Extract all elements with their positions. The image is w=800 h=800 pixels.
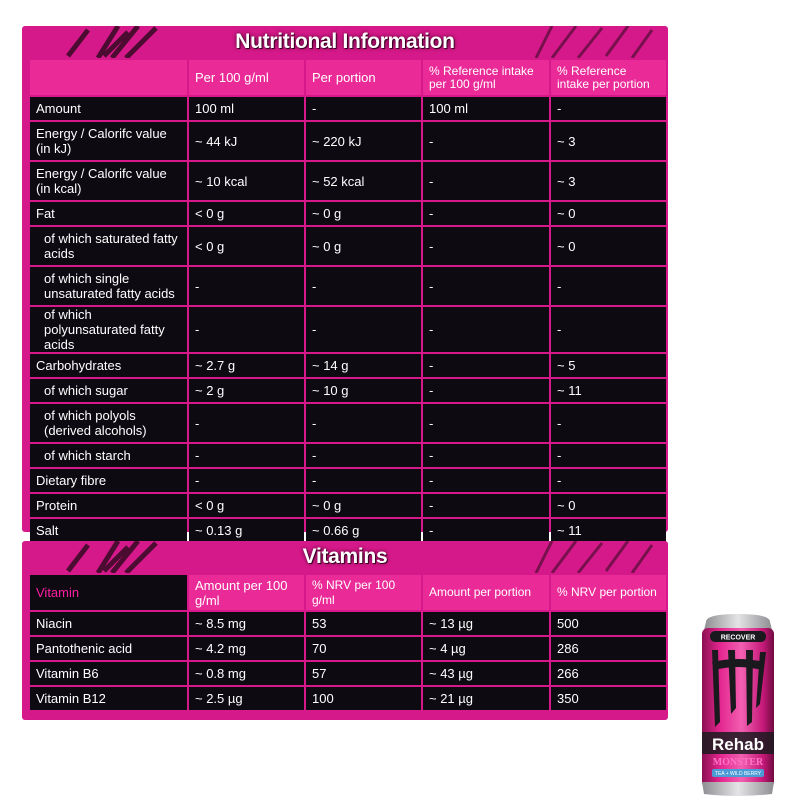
nutrient-value: -: [423, 202, 549, 225]
nutrition-row: [30, 267, 666, 305]
vitamins-header-vitamin: Vitamin: [30, 575, 187, 610]
nutrient-label: Salt: [30, 519, 187, 542]
brush-texture-right: [532, 541, 662, 573]
nutrient-value: -: [306, 404, 421, 442]
nutrition-row: [30, 404, 666, 442]
nutrient-label: of which saturated fatty acids: [30, 227, 187, 265]
nutrition-panel: [22, 26, 668, 538]
nutrient-value: -: [306, 307, 421, 352]
nutrition-row: [30, 494, 666, 517]
vitamin-value: ~ 21 µg: [423, 687, 549, 710]
vitamin-value: 70: [306, 637, 421, 660]
vitamin-value: 266: [551, 662, 666, 685]
vitamins-header-nrv-portion: % NRV per portion: [551, 575, 666, 610]
can-brand: Rehab: [712, 735, 764, 754]
nutrient-value: -: [189, 404, 304, 442]
nutrition-row: [30, 379, 666, 402]
can-top-label: RECOVER: [720, 634, 756, 642]
nutrition-row: [30, 202, 666, 225]
vitamins-panel: [22, 541, 668, 720]
vitamin-value: ~ 13 µg: [423, 612, 549, 635]
nutrient-value: < 0 g: [189, 494, 304, 517]
nutrient-label: of which polyunsaturated fatty acids: [30, 307, 187, 352]
nutrition-header-ri-100: % Reference intake per 100 g/ml: [423, 60, 549, 95]
rehab-monster-can: [698, 612, 778, 797]
nutrient-value: -: [423, 122, 549, 160]
vitamin-row: [30, 662, 666, 685]
nutrient-value: -: [189, 444, 304, 467]
nutrition-row: [30, 354, 666, 377]
nutrition-panel-header: [28, 26, 662, 58]
vitamin-label: Pantothenic acid: [30, 637, 187, 660]
vitamin-value: ~ 4.2 mg: [189, 637, 304, 660]
nutrient-value: -: [423, 354, 549, 377]
vitamin-value: 500: [551, 612, 666, 635]
nutrient-value: -: [551, 404, 666, 442]
nutrient-label: Protein: [30, 494, 187, 517]
nutrient-value: ~ 11: [551, 379, 666, 402]
nutrient-value: -: [423, 494, 549, 517]
nutrient-value: -: [423, 379, 549, 402]
nutrition-header-blank: [30, 60, 187, 95]
nutrient-value: -: [423, 469, 549, 492]
brush-texture-left: [28, 26, 158, 58]
nutrient-label: Fat: [30, 202, 187, 225]
nutrient-value: ~ 220 kJ: [306, 122, 421, 160]
nutrient-value: ~ 0: [551, 202, 666, 225]
vitamins-title: Vitamins: [302, 545, 388, 568]
nutrition-row: [30, 162, 666, 200]
nutrient-value: ~ 14 g: [306, 354, 421, 377]
vitamin-value: ~ 43 µg: [423, 662, 549, 685]
vitamins-header-amount-portion: Amount per portion: [423, 575, 549, 610]
nutrient-value: -: [423, 307, 549, 352]
nutrient-value: ~ 3: [551, 122, 666, 160]
vitamin-value: 57: [306, 662, 421, 685]
can-flavor: TEA + WILD BERRY: [714, 771, 762, 777]
vitamin-value: 286: [551, 637, 666, 660]
nutrient-label: Energy / Calorifc value (in kJ): [30, 122, 187, 160]
vitamin-value: ~ 4 µg: [423, 637, 549, 660]
nutrient-value: ~ 0 g: [306, 227, 421, 265]
nutrient-value: -: [551, 469, 666, 492]
nutrient-value: -: [551, 444, 666, 467]
nutrient-value: 100 ml: [189, 97, 304, 120]
nutrient-value: ~ 44 kJ: [189, 122, 304, 160]
vitamin-value: ~ 0.8 mg: [189, 662, 304, 685]
nutrition-table: [28, 58, 668, 544]
vitamin-row: [30, 637, 666, 660]
nutrient-label: of which polyols (derived alcohols): [30, 404, 187, 442]
nutrition-row: [30, 444, 666, 467]
vitamins-table: [28, 573, 668, 712]
nutrient-value: ~ 10 g: [306, 379, 421, 402]
nutrient-value: ~ 10 kcal: [189, 162, 304, 200]
nutrient-value: ~ 0 g: [306, 494, 421, 517]
nutrient-value: -: [306, 267, 421, 305]
vitamins-panel-header: [28, 541, 662, 573]
nutrition-row: [30, 519, 666, 542]
nutrient-value: ~ 0.66 g: [306, 519, 421, 542]
nutrient-label: of which sugar: [30, 379, 187, 402]
vitamins-header-amount-100: Amount per 100 g/ml: [189, 575, 304, 610]
vitamin-label: Vitamin B6: [30, 662, 187, 685]
nutrient-value: -: [423, 227, 549, 265]
nutrient-label: of which single unsaturated fatty acids: [30, 267, 187, 305]
nutrient-value: -: [306, 97, 421, 120]
nutrition-row: [30, 97, 666, 120]
brush-texture-left: [28, 541, 158, 573]
nutrient-value: -: [423, 267, 549, 305]
nutrient-value: -: [189, 307, 304, 352]
nutrient-value: 100 ml: [423, 97, 549, 120]
nutrient-value: ~ 2.7 g: [189, 354, 304, 377]
nutrient-value: -: [551, 97, 666, 120]
vitamin-value: ~ 8.5 mg: [189, 612, 304, 635]
nutrient-value: ~ 2 g: [189, 379, 304, 402]
vitamin-value: ~ 2.5 µg: [189, 687, 304, 710]
nutrition-row: [30, 122, 666, 160]
vitamin-value: 100: [306, 687, 421, 710]
nutrient-value: < 0 g: [189, 202, 304, 225]
vitamin-value: 350: [551, 687, 666, 710]
nutrient-label: Dietary fibre: [30, 469, 187, 492]
nutrient-value: -: [423, 162, 549, 200]
nutrient-label: Amount: [30, 97, 187, 120]
nutrient-value: -: [189, 469, 304, 492]
nutrient-value: -: [423, 519, 549, 542]
nutrient-value: -: [551, 307, 666, 352]
nutrient-label: Energy / Calorifc value (in kcal): [30, 162, 187, 200]
nutrient-value: ~ 3: [551, 162, 666, 200]
vitamin-row: [30, 612, 666, 635]
nutrient-value: -: [306, 469, 421, 492]
nutrient-value: -: [423, 404, 549, 442]
nutrient-value: -: [189, 267, 304, 305]
vitamin-label: Niacin: [30, 612, 187, 635]
nutrition-row: [30, 227, 666, 265]
nutrient-value: ~ 5: [551, 354, 666, 377]
vitamin-label: Vitamin B12: [30, 687, 187, 710]
vitamins-header-nrv-100: % NRV per 100 g/ml: [306, 575, 421, 610]
nutrition-header-per-100: Per 100 g/ml: [189, 60, 304, 95]
can-sub-brand: MONSTER: [712, 757, 764, 768]
nutrition-row: [30, 307, 666, 352]
nutrition-row: [30, 469, 666, 492]
nutrient-value: -: [306, 444, 421, 467]
vitamin-row: [30, 687, 666, 710]
nutrient-value: ~ 0: [551, 227, 666, 265]
nutrient-value: ~ 0: [551, 494, 666, 517]
nutrient-value: < 0 g: [189, 227, 304, 265]
nutrient-value: -: [551, 267, 666, 305]
nutrient-label: Carbohydrates: [30, 354, 187, 377]
nutrient-label: of which starch: [30, 444, 187, 467]
nutrient-value: ~ 52 kcal: [306, 162, 421, 200]
nutrient-value: -: [423, 444, 549, 467]
nutrition-title: Nutritional Information: [235, 30, 455, 53]
nutrition-header-ri-portion: % Reference intake per portion: [551, 60, 666, 95]
can-lid: [704, 614, 772, 630]
brush-texture-right: [532, 26, 662, 58]
nutrient-value: ~ 0 g: [306, 202, 421, 225]
nutrient-value: ~ 11: [551, 519, 666, 542]
nutrition-header-per-portion: Per portion: [306, 60, 421, 95]
nutrient-value: ~ 0.13 g: [189, 519, 304, 542]
vitamins-header-row: [30, 575, 666, 610]
vitamin-value: 53: [306, 612, 421, 635]
nutrition-header-row: [30, 60, 666, 95]
